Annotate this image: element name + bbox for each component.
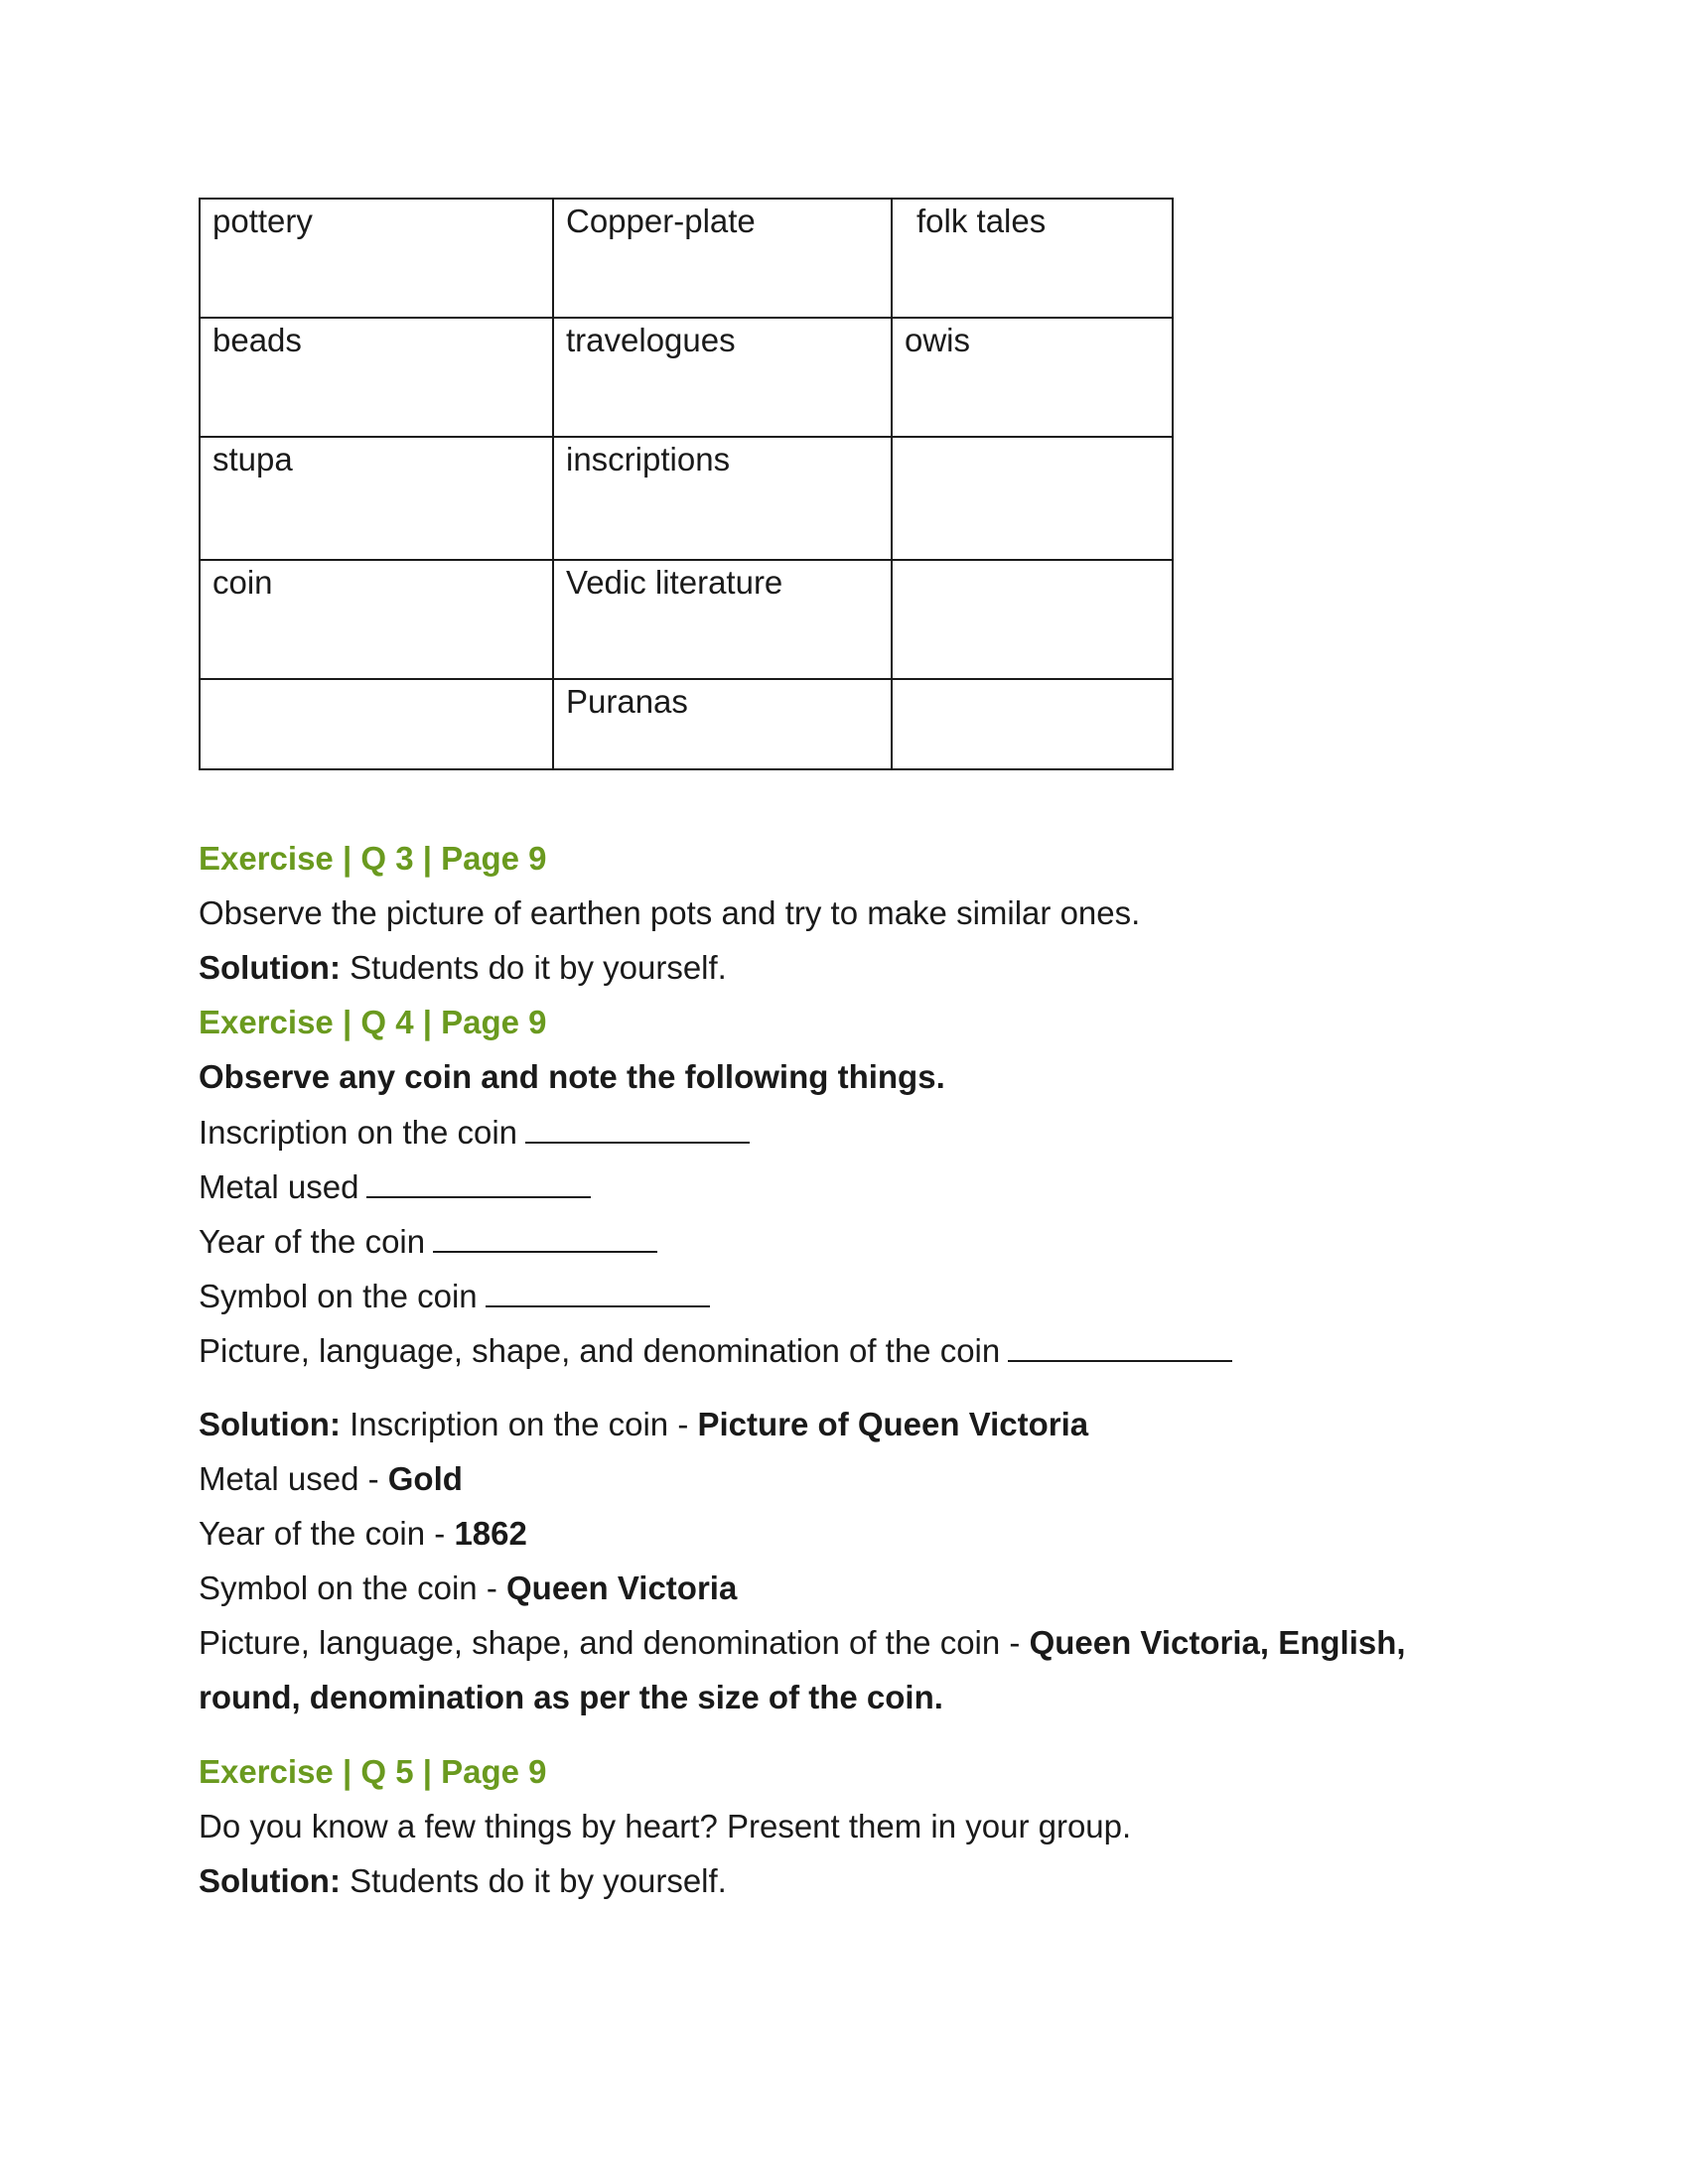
- table-row: [200, 679, 1173, 769]
- prompt-label: Metal used: [199, 1168, 359, 1205]
- q5-solution: [199, 1861, 727, 1901]
- answer-label: Inscription on the coin -: [340, 1406, 698, 1442]
- q4-prompt: [199, 1166, 591, 1207]
- answer-blank: [1008, 1330, 1232, 1362]
- sources-table: [199, 198, 1174, 770]
- answer-blank: [433, 1221, 657, 1253]
- q5-question: Do you know a few things by heart? Present them in your group.: [199, 1808, 1132, 1844]
- answer-value: Queen Victoria, English,: [1029, 1624, 1406, 1661]
- q3-solution: [199, 948, 727, 988]
- table-row: [200, 199, 1173, 318]
- table-cell: [892, 437, 1173, 560]
- q4-answer: [199, 1405, 1088, 1444]
- q4-heading: Exercise | Q 4 | Page 9: [199, 1004, 547, 1040]
- answer-value: Queen Victoria: [506, 1570, 738, 1606]
- answer-label: Metal used -: [199, 1460, 388, 1497]
- prompt-label: Inscription on the coin: [199, 1114, 518, 1151]
- table-cell: owis: [892, 318, 1173, 437]
- solution-text: Students do it by yourself.: [340, 1862, 727, 1899]
- table-cell: Copper-plate: [553, 199, 892, 318]
- q4-answer: [199, 1459, 463, 1499]
- q4-prompt: [199, 1112, 750, 1153]
- table-cell: Puranas: [553, 679, 892, 769]
- answer-blank: [366, 1166, 591, 1198]
- prompt-label: Symbol on the coin: [199, 1278, 478, 1314]
- table-cell: folk tales: [892, 199, 1173, 318]
- table-cell: [892, 560, 1173, 679]
- q3-heading: Exercise | Q 3 | Page 9: [199, 840, 547, 877]
- prompt-label: Picture, language, shape, and denomination of the coin: [199, 1332, 1001, 1369]
- solution-label: Solution:: [199, 1862, 341, 1899]
- q4-answer-continuation: round, denomination as per the size of the coin.: [199, 1679, 943, 1715]
- q4-answer: [199, 1569, 737, 1608]
- answer-value: Picture of Queen Victoria: [697, 1406, 1089, 1442]
- table-cell: travelogues: [553, 318, 892, 437]
- table-cell: Vedic literature: [553, 560, 892, 679]
- table-row: [200, 318, 1173, 437]
- prompt-label: Year of the coin: [199, 1223, 426, 1260]
- table-cell: [892, 679, 1173, 769]
- q4-answer: [199, 1514, 527, 1554]
- answer-blank: [525, 1112, 750, 1144]
- table-cell: [200, 679, 553, 769]
- solution-text: Students do it by yourself.: [340, 949, 727, 986]
- q3-question: Observe the picture of earthen pots and try to make similar ones.: [199, 894, 1141, 931]
- table-row: [200, 560, 1173, 679]
- answer-value: Gold: [387, 1460, 463, 1497]
- answer-label: Year of the coin -: [199, 1515, 455, 1552]
- q5-heading: Exercise | Q 5 | Page 9: [199, 1753, 547, 1790]
- solution-label: Solution:: [199, 1406, 341, 1442]
- q4-question: Observe any coin and note the following things.: [199, 1058, 945, 1095]
- table-cell: pottery: [200, 199, 553, 318]
- table-cell: stupa: [200, 437, 553, 560]
- answer-label: Picture, language, shape, and denomination of the coin -: [199, 1624, 1030, 1661]
- solution-label: Solution:: [199, 949, 341, 986]
- table-row: [200, 437, 1173, 560]
- answer-blank: [486, 1276, 710, 1307]
- table-cell: beads: [200, 318, 553, 437]
- q4-answer: [199, 1623, 1406, 1663]
- q4-prompt: [199, 1330, 1232, 1371]
- answer-label: Symbol on the coin -: [199, 1570, 506, 1606]
- table-cell: inscriptions: [553, 437, 892, 560]
- answer-value: 1862: [454, 1515, 527, 1552]
- table-cell: coin: [200, 560, 553, 679]
- q4-prompt: [199, 1276, 710, 1316]
- q4-prompt: [199, 1221, 657, 1262]
